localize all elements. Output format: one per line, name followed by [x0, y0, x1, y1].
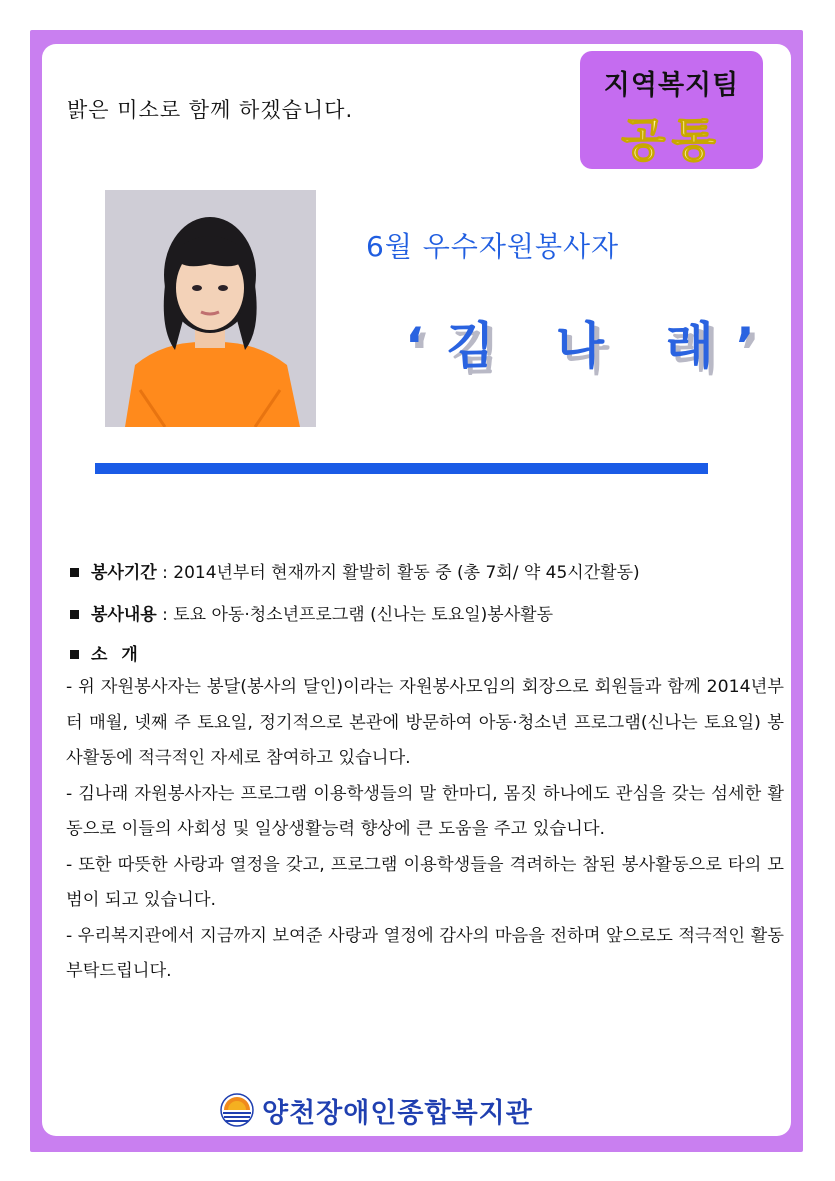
- intro-paragraph: - 또한 따뜻한 사랑과 열정을 갖고, 프로그램 이용학생들을 격려하는 참된 봉사활동으로 타의 모범이 되고 있습니다.: [66, 854, 784, 910]
- volunteer-name: ‘김 나 래’: [405, 317, 777, 375]
- intro-paragraph: - 우리복지관에서 지금까지 보여준 사랑과 열정에 감사의 마음을 전하며 앞으로도 적극적인 활동 부탁드립니다.: [66, 925, 784, 981]
- intro-paragraph: - 위 자원봉사자는 봉달(봉사의 달인)이라는 자원봉사모임의 회장으로 회원들과 함께 2014년부터 매월, 넷째 주 토요일, 정기적으로 본관에 방문하여 아동·청소년 프로그램(신나는 토요일) 봉사활동에 적극적인 자세로 참여하고 있습니다.: [66, 677, 784, 768]
- info-value: 토요 아동·청소년프로그램 (신나는 토요일)봉사활동: [173, 605, 553, 625]
- bullet-square-icon: [70, 650, 79, 659]
- info-label: 봉사내용: [91, 605, 157, 625]
- introduction-body: [66, 670, 784, 990]
- volunteer-photo: [105, 190, 316, 427]
- intro-paragraph: - 김나래 자원봉사자는 프로그램 이용학생들의 말 한마디, 몸짓 하나에도 관심을 갖는 섬세한 활동으로 이들의 사회성 및 일상생활능력 향상에 큰 도움을 주고 있습니다.: [66, 783, 784, 839]
- team-name: 지역복지팀: [603, 70, 740, 101]
- sun-over-water-logo-icon: [220, 1093, 254, 1127]
- award-title: 6월 우수자원봉사자: [366, 230, 620, 263]
- team-motto: 공통: [621, 113, 722, 167]
- bullet-square-icon: [70, 610, 79, 619]
- info-label: 봉사기간: [91, 563, 157, 583]
- team-badge: [580, 51, 763, 169]
- info-period: [66, 558, 786, 583]
- info-content: [66, 600, 786, 625]
- info-separator: :: [156, 605, 174, 625]
- info-value: 2014년부터 현재까지 활발히 활동 중 (총 7회/ 약 45시간활동): [173, 563, 640, 583]
- info-separator: :: [156, 563, 174, 583]
- organization-name: 양천장애인종합복지관: [262, 1097, 533, 1129]
- info-label: 소 개: [91, 645, 142, 665]
- title-divider: [95, 463, 708, 474]
- bullet-square-icon: [70, 568, 79, 577]
- footer-logo: [220, 1091, 533, 1129]
- info-intro: [66, 640, 786, 665]
- slogan: 밝은 미소로 함께 하겠습니다.: [67, 98, 354, 122]
- portrait-image: [105, 190, 316, 427]
